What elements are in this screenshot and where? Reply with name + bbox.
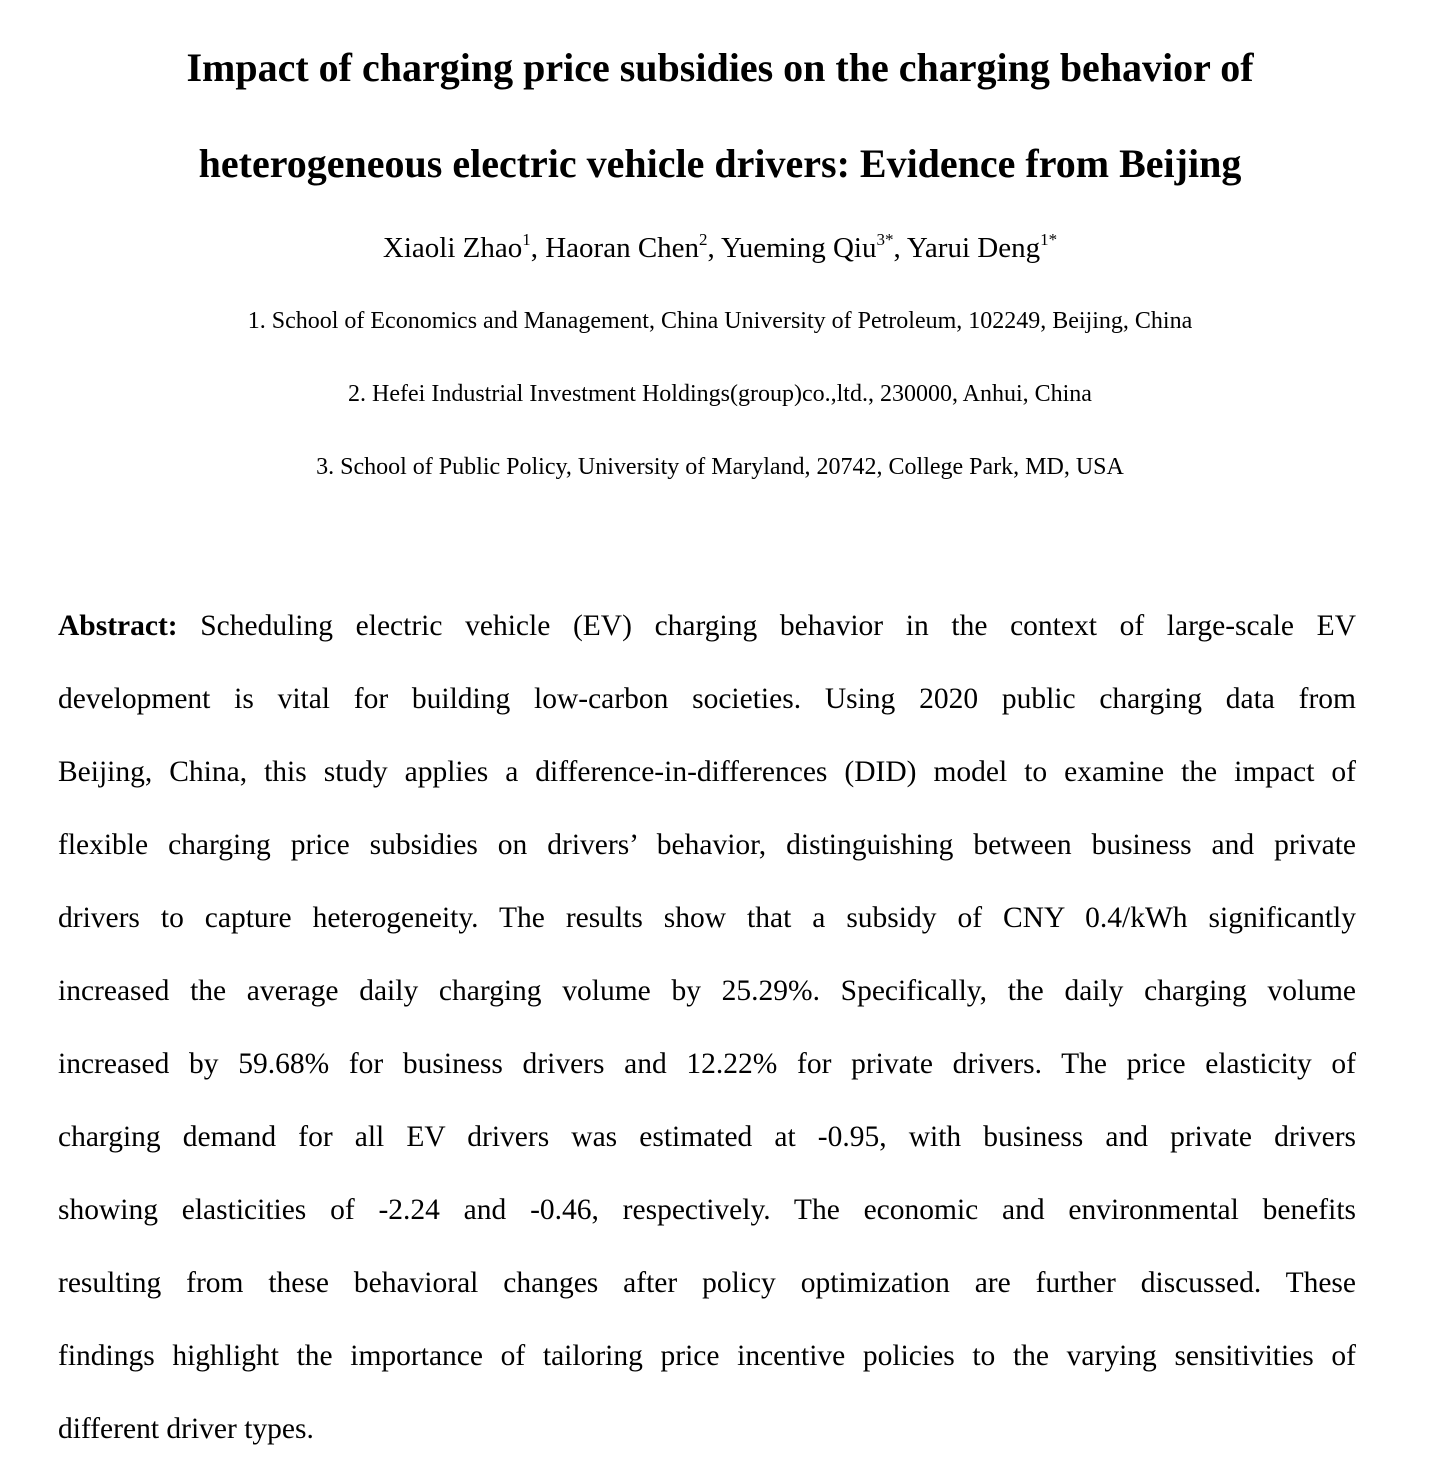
abstract-line: findings highlight the importance of tailoring price incentive policies to the varying sensitivities of	[58, 1340, 1356, 1372]
author-name: Yarui Deng	[906, 232, 1041, 264]
paper-title-line-2: heterogeneous electric vehicle drivers: Evidence from Beijing	[198, 141, 1242, 186]
abstract-line: increased the average daily charging volume by 25.29%. Specifically, the daily charging volume	[58, 975, 1356, 1007]
author-separator: ,	[707, 232, 721, 264]
abstract-line	[58, 590, 1356, 663]
affiliation-2: 2. Hefei Industrial Investment Holdings(group)co.,ltd., 230000, Anhui, China	[348, 381, 1092, 407]
author-name: Yueming Qiu	[720, 232, 877, 264]
author-list	[0, 230, 1440, 266]
abstract-line: development is vital for building low-carbon societies. Using 2020 public charging data from	[58, 683, 1356, 715]
author-separator: ,	[893, 232, 907, 264]
abstract-line: resulting from these behavioral changes after policy optimization are further discussed. These	[58, 1267, 1356, 1299]
abstract-line: charging demand for all EV drivers was estimated at -0.95, with business and private drivers	[58, 1121, 1356, 1153]
abstract-line: showing elasticities of -2.24 and -0.46, respectively. The economic and environmental benefits	[58, 1194, 1356, 1226]
affiliation-1: 1. School of Economics and Management, China University of Petroleum, 102249, Beijing, China	[247, 308, 1193, 334]
paper-title-line-1: Impact of charging price subsidies on the charging behavior of	[186, 45, 1254, 90]
abstract-line: different driver types.	[58, 1413, 314, 1445]
abstract-line: Beijing, China, this study applies a difference-in-differences (DID) model to examine the impact of	[58, 756, 1356, 788]
abstract-line: increased by 59.68% for business drivers and 12.22% for private drivers. The price elasticity of	[58, 1048, 1356, 1080]
author-affiliation-mark: 1*	[1040, 230, 1058, 249]
affiliation-3: 3. School of Public Policy, University of Maryland, 20742, College Park, MD, USA	[316, 454, 1124, 480]
abstract-line: flexible charging price subsidies on drivers’ behavior, distinguishing between business and private	[58, 829, 1356, 861]
abstract-label: Abstract:	[58, 610, 178, 642]
author-name: Xiaoli Zhao	[382, 232, 523, 264]
abstract-text: Scheduling electric vehicle (EV) charging behavior in the context of large-scale EV	[177, 610, 1356, 642]
author-affiliation-mark: 3*	[876, 230, 894, 249]
author-affiliation-mark: 2	[699, 230, 708, 249]
abstract	[58, 590, 1356, 1466]
author-separator: ,	[530, 232, 546, 264]
author-affiliation-mark: 1	[522, 230, 531, 249]
author-name: Haoran Chen	[545, 232, 700, 264]
abstract-line: drivers to capture heterogeneity. The results show that a subsidy of CNY 0.4/kWh significantly	[58, 902, 1356, 934]
